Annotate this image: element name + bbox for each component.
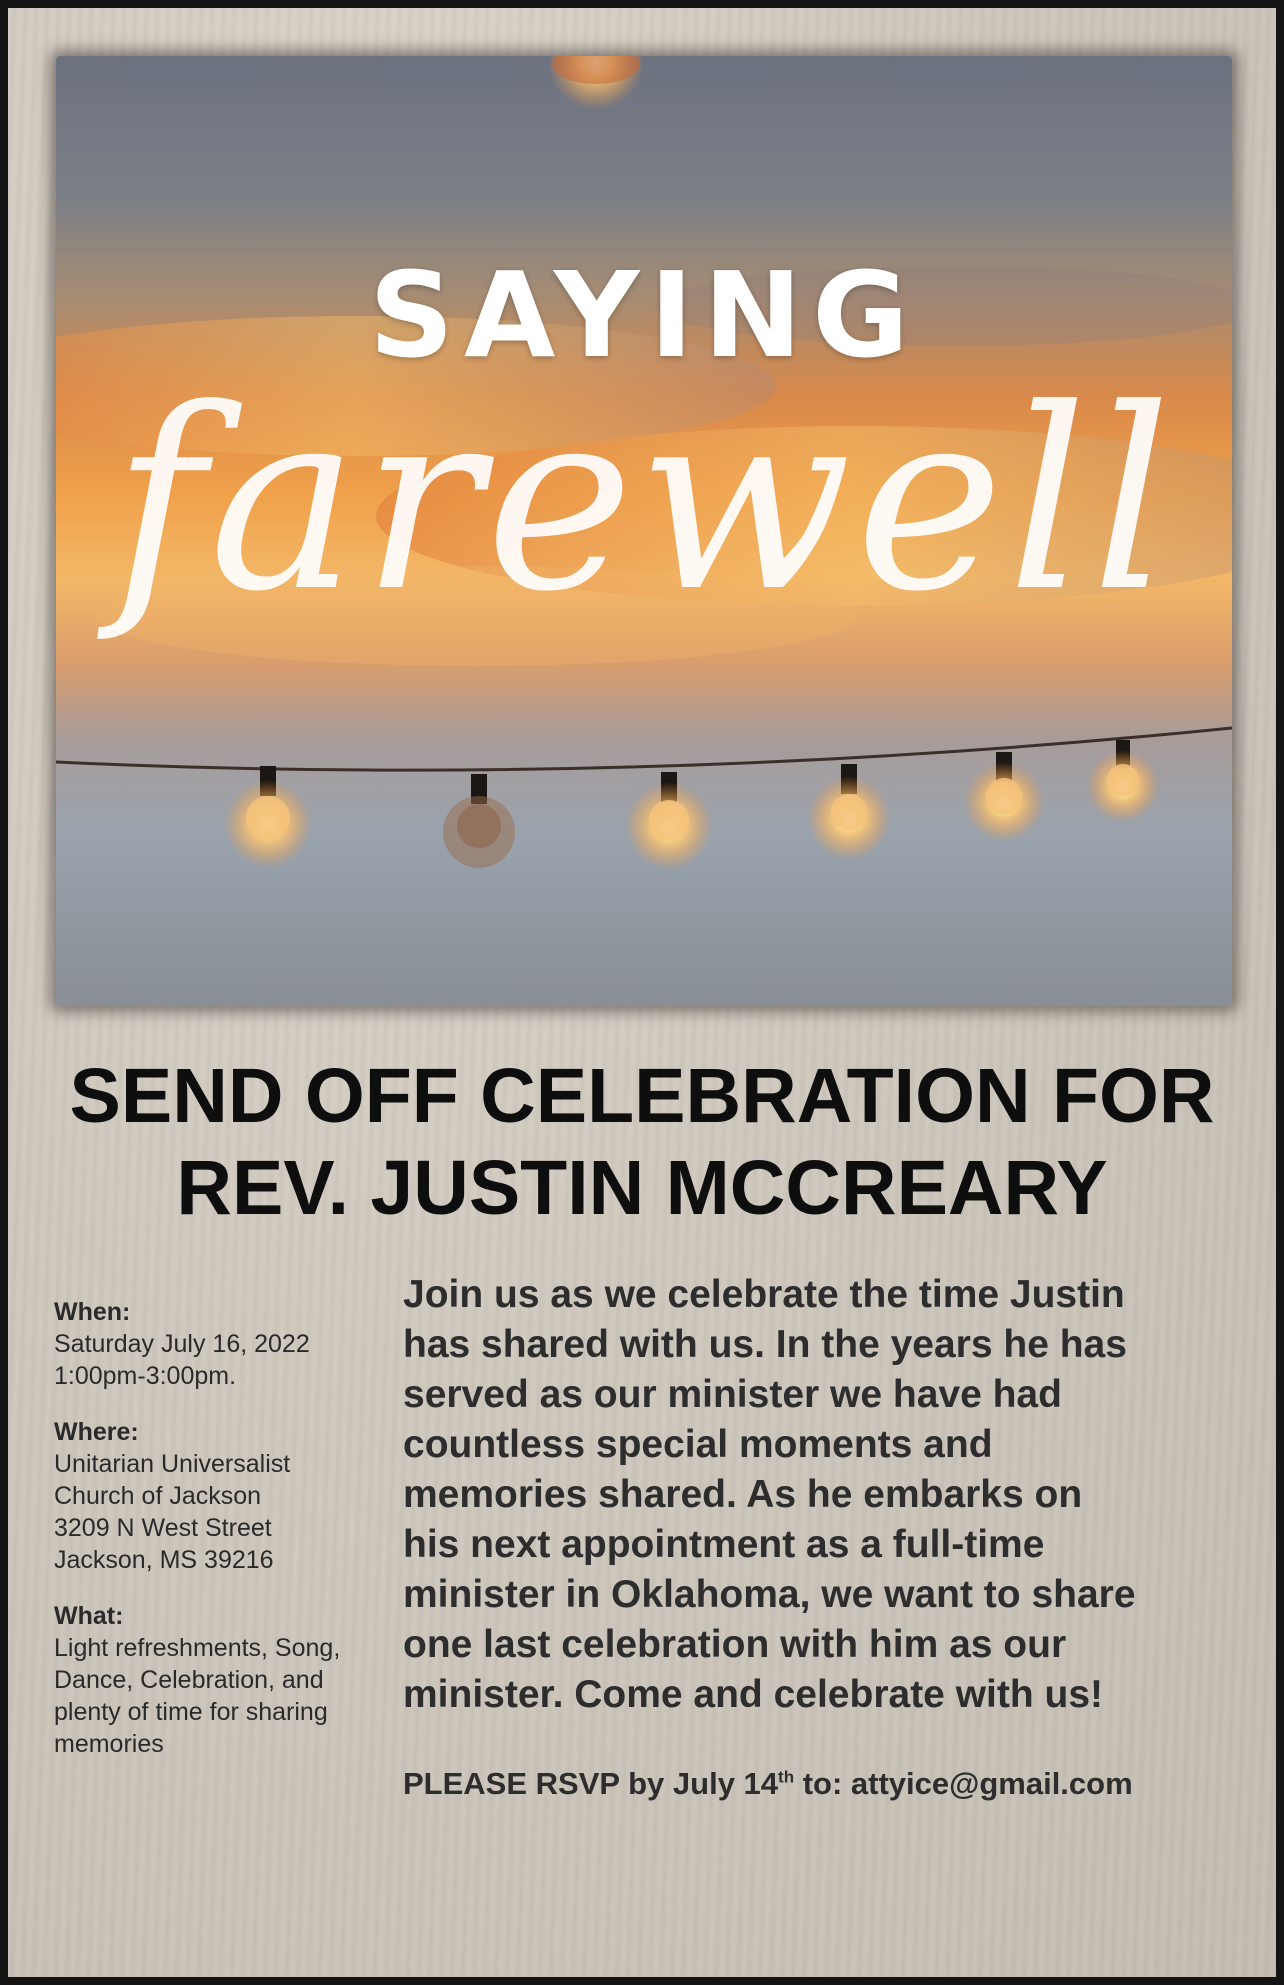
message-line: has shared with us. In the years he has [403, 1323, 1127, 1366]
where-line: Church of Jackson [54, 1482, 262, 1510]
message-line: his next appointment as a full-time [403, 1523, 1045, 1566]
when-line: Saturday July 16, 2022 [54, 1330, 310, 1358]
invitation-message [403, 1270, 1253, 1720]
what-line: Dance, Celebration, and [54, 1666, 324, 1694]
hero-title: SAYING [369, 246, 919, 384]
message-line: one last celebration with him as our [403, 1623, 1067, 1666]
when-label: When: [54, 1298, 131, 1326]
message-line: minister. Come and celebrate with us! [403, 1673, 1104, 1716]
message-line: minister in Oklahoma, we want to share [403, 1573, 1136, 1616]
message-line: Join us as we celebrate the time Justin [403, 1273, 1125, 1316]
headline-line: REV. JUSTIN MCCREARY [176, 1145, 1108, 1231]
event-details [54, 1296, 374, 1760]
light-bulb-icon [224, 766, 312, 868]
message-line: countless special moments and [403, 1423, 993, 1466]
hero-script-title: farewell [112, 355, 1176, 646]
headline-line: SEND OFF CELEBRATION FOR [69, 1053, 1215, 1139]
where-line: Jackson, MS 39216 [54, 1546, 274, 1574]
where-label: Where: [54, 1418, 139, 1446]
light-bulb-icon [807, 764, 891, 860]
light-bulb-icon [964, 752, 1044, 842]
rsvp-prefix: PLEASE RSVP by July 14 [403, 1766, 779, 1801]
what-line: plenty of time for sharing [54, 1698, 328, 1726]
light-bulb-icon [1087, 740, 1159, 822]
rsvp-contact: to: attyice@gmail.com [794, 1766, 1133, 1801]
sunset-photo [56, 56, 1232, 1006]
rsvp-line [403, 1766, 1263, 1802]
flyer [8, 8, 1276, 1977]
what-label: What: [54, 1602, 124, 1630]
where-line: Unitarian Universalist [54, 1450, 291, 1478]
where-line: 3209 N West Street [54, 1514, 272, 1542]
when-line: 1:00pm-3:00pm. [54, 1362, 237, 1390]
rsvp-ordinal: th [778, 1767, 795, 1787]
what-line: memories [54, 1730, 164, 1758]
light-bulb-icon [625, 772, 713, 870]
event-headline [8, 1050, 1276, 1234]
light-bulb-icon [443, 774, 515, 868]
what-line: Light refreshments, Song, [54, 1634, 341, 1662]
message-line: served as our minister we have had [403, 1373, 1062, 1416]
message-line: memories shared. As he embarks on [403, 1473, 1083, 1516]
